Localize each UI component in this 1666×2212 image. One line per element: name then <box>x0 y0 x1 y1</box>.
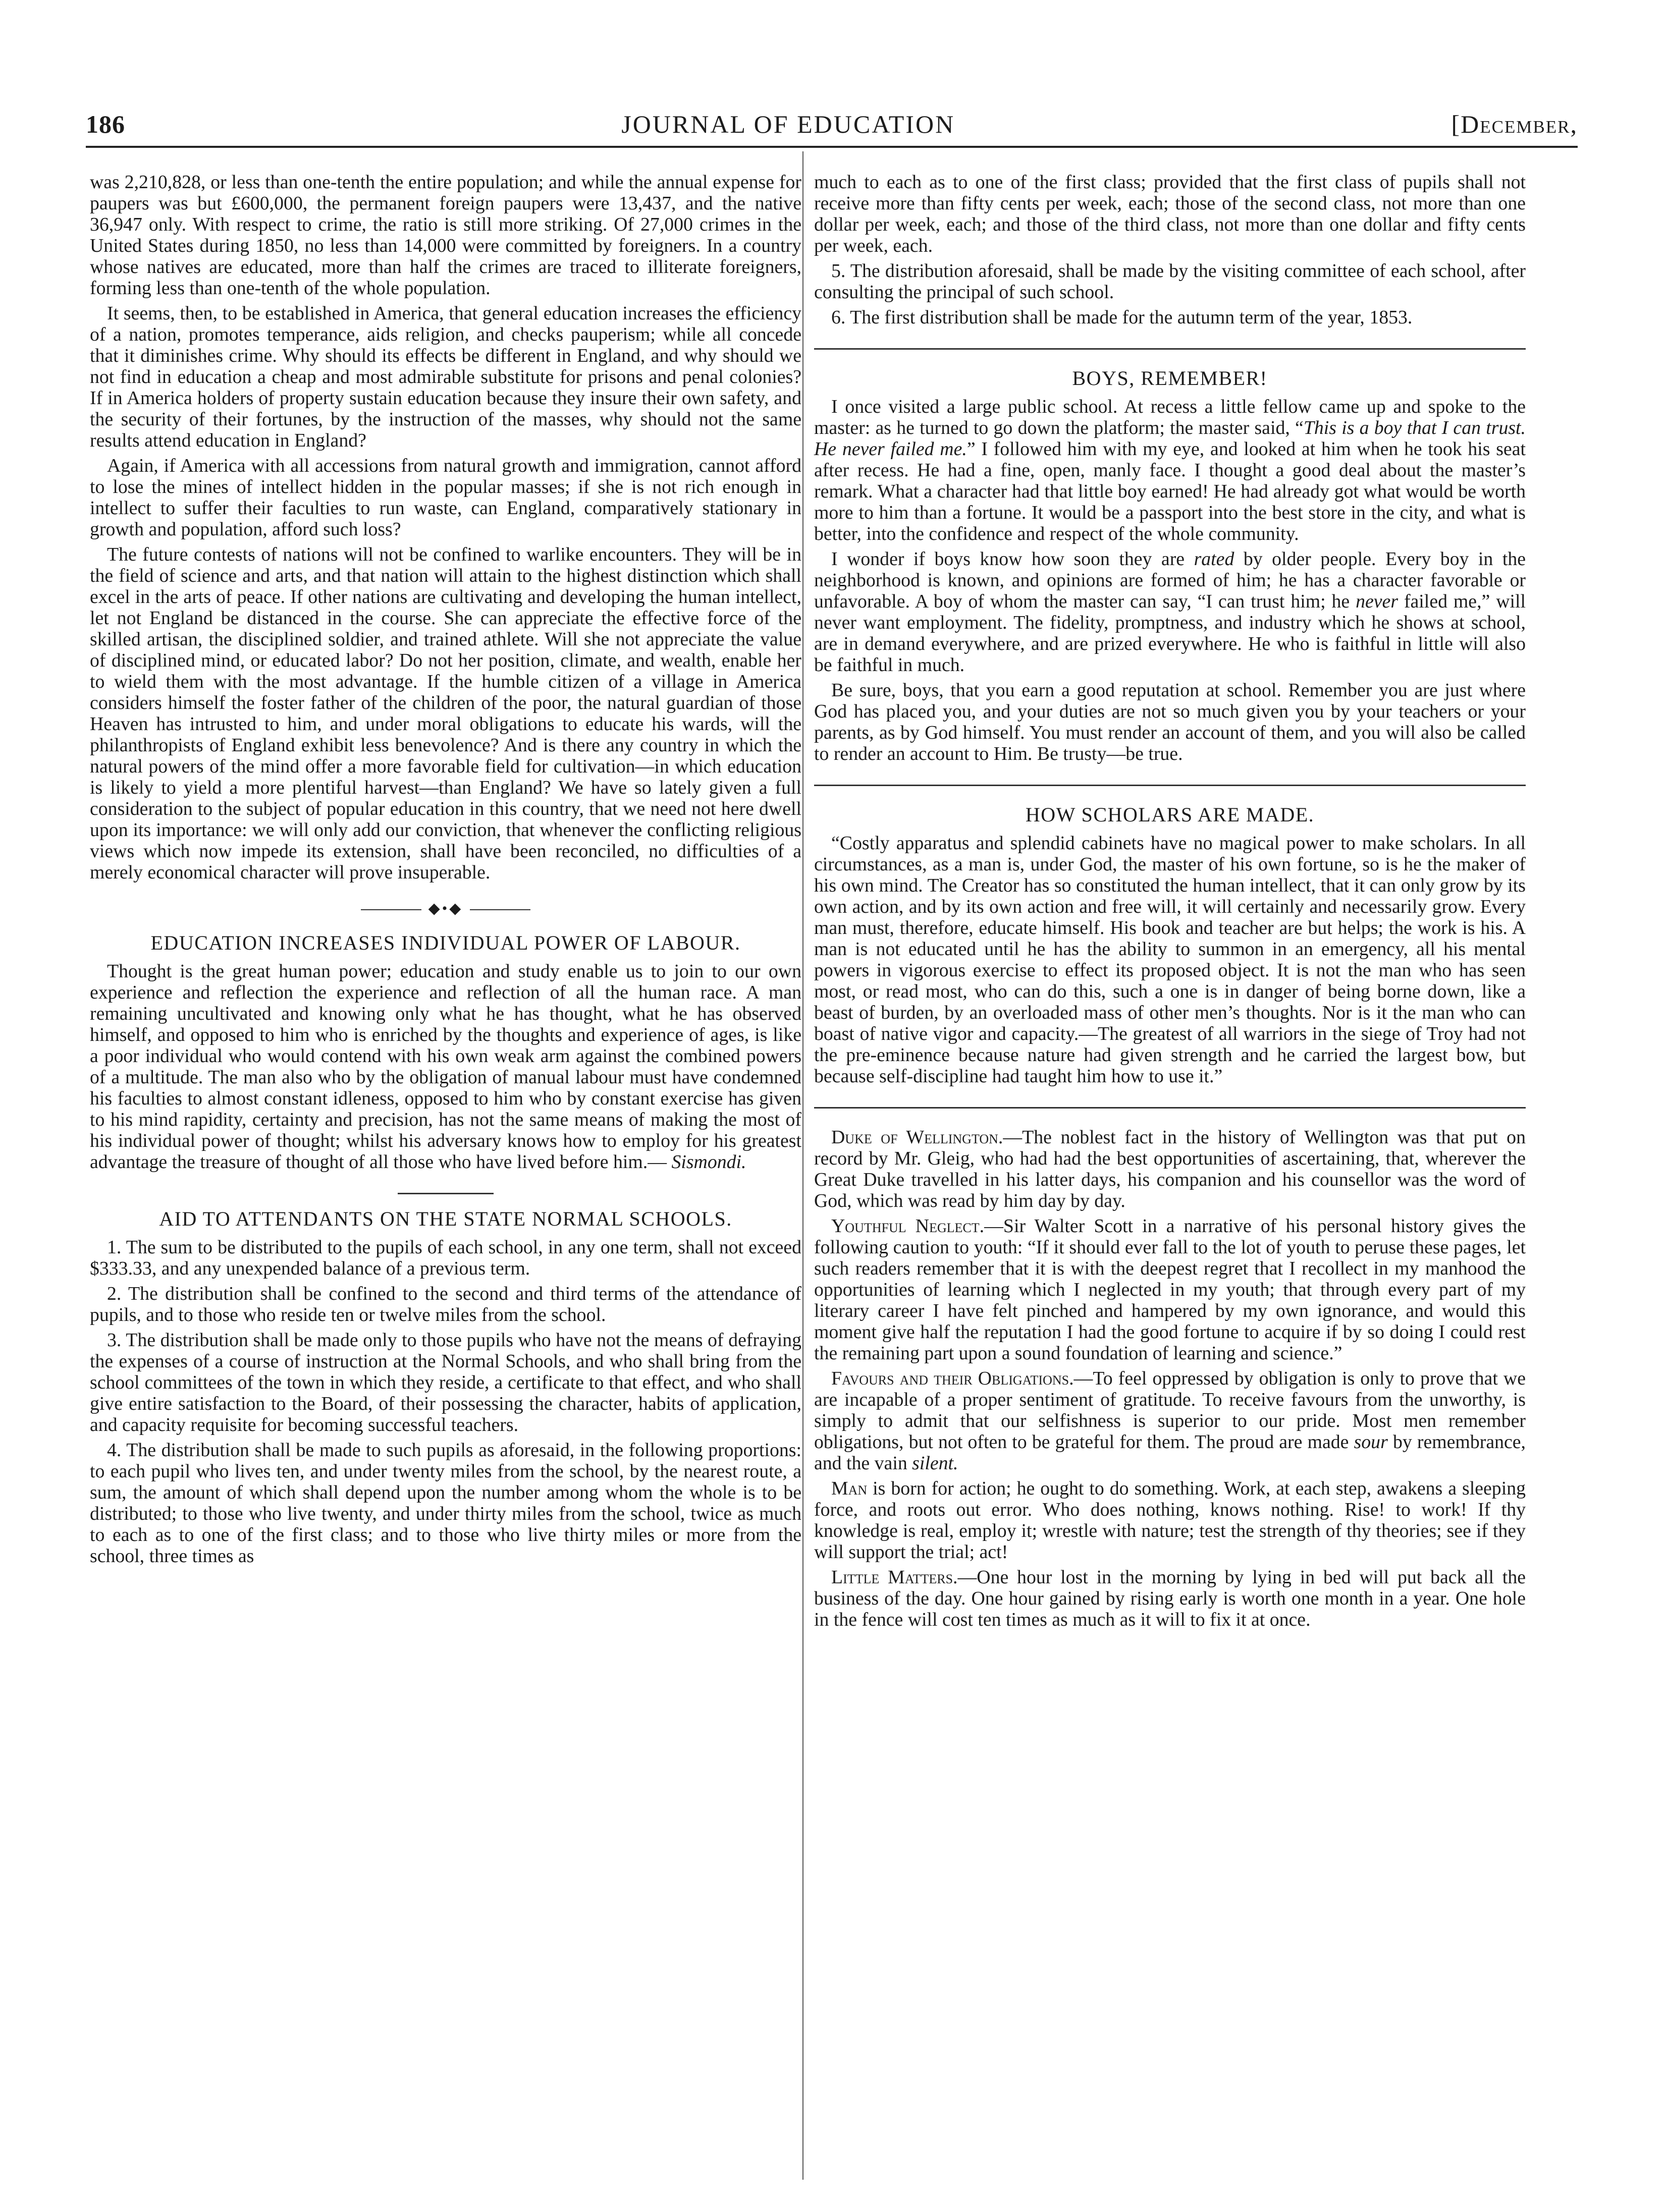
master-quote: This is a boy that I can trust. He never failed me. <box>814 417 1526 460</box>
emphasis: silent. <box>912 1453 958 1474</box>
text-run: —The noblest fact in the history of Wellington was that put on record by Mr. Gleig, who had had the best opportunities of ascertaining, that, wherever the Great Duke travelled in his latter days, his companion and his counsellor was the word of God, which was read by him day by day. <box>814 1127 1526 1211</box>
paragraph <box>814 1478 1526 1563</box>
page-number: 186 <box>86 110 125 138</box>
emphasis: rated <box>1194 548 1234 570</box>
paragraph <box>814 548 1526 676</box>
run-in-heading: Little Matters. <box>831 1567 958 1588</box>
text-run: by remembrance, and the vain <box>814 1431 1526 1474</box>
text-run: I once visited a large public school. At recess a little fellow came up and spoke to the master: as he turned to go down the platform; the master said, “ <box>814 396 1526 438</box>
emphasis: never <box>1356 591 1399 612</box>
right-column <box>814 172 1526 1634</box>
paragraph: Again, if America with all accessions from natural growth and immigration, cannot afford to lose the mines of intellect hidden in the popular masses; if she is not rich enough in intellect to suffer their faculties to run waste, can England, comparatively stationary in growth and population, afford such loss? <box>90 455 801 540</box>
text-run: —One hour lost in the morning by lying in bed will put back all the business of the day. One hour gained by rising early is worth one month in a year. One hole in the fence will cost ten times as much as it will to fix it at once. <box>814 1567 1526 1630</box>
section-rule <box>814 1107 1526 1109</box>
run-in-heading: Favours and their Obligations. <box>831 1368 1074 1389</box>
paragraph <box>814 1215 1526 1364</box>
paragraph <box>814 1368 1526 1474</box>
paragraph: “Costly apparatus and splendid cabinets have no magical power to make scholars. In all circumstances, as a man is, under God, the master of his own fortune, so is he the maker of his own mind. The Creator has so constituted the human intellect, that it can only grow by its own action, and by its own action and free will, it will certainly and necessarily grow. Every man must, therefore, educate himself. His book and teacher are but helps; the work is his. A man is not educated until he has the ability to summon in an emergency, all his mental powers in vigorous exercise to effect its proposed object. It is not the man who has seen most, or read most, who can do this, such a one is in danger of being borne down, like a beast of burden, by an overloaded mass of other men’s thoughts. Nor is it the man who can boast of native vigor and capacity.—The greatest of all warriors in the siege of Troy had not the pre-eminence because nature had given strength and he carried the largest bow, but because self-discipline had taught him how to use it.” <box>814 833 1526 1087</box>
run-in-heading: Man <box>831 1478 868 1499</box>
text-run: I wonder if boys know how soon they are <box>831 548 1194 570</box>
paragraph <box>814 1567 1526 1630</box>
paragraph <box>814 396 1526 544</box>
text-run: is born for action; he ought to do something. Work, at each step, awakens a sleeping force, and roots out error. Who does nothing, knows nothing. Rise! to work! If thy knowledge is real, employ it; wrestle with nature; test the strength of thy theories; see if they will support the trial; act! <box>814 1478 1526 1563</box>
ornament-divider: ◆•◆ <box>90 898 801 919</box>
column-divider <box>802 151 803 2180</box>
section-heading-labour: EDUCATION INCREASES INDIVIDUAL POWER OF LABOUR. <box>150 931 741 954</box>
emphasis: sour <box>1354 1431 1388 1453</box>
paragraph: It seems, then, to be established in America, that general education increases the efficiency of a nation, promotes temperance, aids religion, and checks pauperism; while all concede that it diminishes crime. Why should its effects be different in England, and why should we not find in education a cheap and most admirable substitute for prisons and penal colonies? If in America holders of property sustain education because they insure their own safety, and the security of their fortunes, by the instruction of the masses, why should not the same results attend education in England? <box>90 303 801 451</box>
text-run: failed me,” will never want employment. The fidelity, promptness, and industry which he shows at school, are in demand everywhere, and are prized everywhere. He who is faithful in little will also be faithful in much. <box>814 591 1526 676</box>
section-heading-aid: AID TO ATTENDANTS ON THE STATE NORMAL SCHOOLS. <box>159 1207 732 1230</box>
list-item: 4. The distribution shall be made to such pupils as aforesaid, in the following proportions: to each pupil who lives ten, and under twenty miles from the school, by the nearest route, a sum, the amount of which shall depend upon the number among whom the whole is to be distributed; to those who live twenty, and under thirty miles from the school, twice as much to each as to one of the first class; and to those who live thirty miles or more from the school, three times as <box>90 1440 801 1567</box>
list-item: 1. The sum to be distributed to the pupils of each school, in any one term, shall not exceed $333.33, and any unexpended balance of a previous term. <box>90 1237 801 1279</box>
short-rule <box>398 1193 494 1194</box>
text-run: by older people. Every boy in the neighborhood is known, and opinions are formed of him; he has a character favorable or unfavorable. A boy of whom the master can say, “I can trust him; he <box>814 548 1526 612</box>
journal-title: JOURNAL OF EDUCATION <box>621 110 955 138</box>
text-run: —To feel oppressed by obligation is only to prove that we are incapable of a proper sentiment of gratitude. To receive favours from the unworthy, is simply to admit that our selfishness is superior to our pride. Most men remember obligations, but not often to be grateful for them. The proud are made <box>814 1368 1526 1453</box>
list-item: 6. The first distribution shall be made for the autumn term of the year, 1853. <box>831 307 1413 328</box>
paragraph <box>814 1127 1526 1211</box>
header-month: [December, <box>1451 110 1578 138</box>
list-item: 3. The distribution shall be made only to those pupils who have not the means of defraying the expenses of a course of instruction at the Normal Schools, and who shall bring from the school committees of the town in which they reside, a certificate to that effect, and who shall give entire satisfaction to the Board, of their possessing the character, habits of application, and capacity requisite for becoming successful teachers. <box>90 1330 801 1435</box>
run-in-heading: Youthful Neglect. <box>831 1215 985 1237</box>
run-in-heading: Duke of Wellington. <box>831 1127 1003 1148</box>
section-rule <box>814 785 1526 786</box>
section-heading-boys: BOYS, REMEMBER! <box>1072 367 1268 390</box>
list-item: 5. The distribution aforesaid, shall be made by the visiting committee of each school, after consulting the principal of such school. <box>814 260 1526 303</box>
list-item: 2. The distribution shall be confined to the second and third terms of the attendance of pupils, and to those who reside ten or twelve miles from the school. <box>90 1283 801 1325</box>
section-rule <box>814 348 1526 350</box>
text-run: ” I followed him with my eye, and looked at him when he took his seat after recess. He had a fine, open, manly face. I thought a good deal about the master’s remark. What a character had that little boy earned! He had already got what would be worth more to him than a fortune. It would be a passport into the best store in the city, and what is better, into the confidence and respect of the whole community. <box>814 438 1526 544</box>
left-column <box>90 172 801 1571</box>
section-heading-scholars: HOW SCHOLARS ARE MADE. <box>1025 803 1315 826</box>
labour-text: Thought is the great human power; education and study enable us to join to our own experience and reflection the experience and reflection of all the human race. A man remaining uncultivated and knowing only what he has thought, what he has observed himself, and opposed to him who is enriched by the thoughts and experience of ages, is like a poor individual who would contend with his own weak arm against the combined powers of a multitude. The man also who by the obligation of manual labour must have condemned his faculties to almost constant idleness, opposed to him who by constant exercise has given to his mind rapidity, certainty and precision, has not the same means of making the most of his individual power of thought; whilst his adversary knows how to employ for his greatest advantage the treasure of thought of all those who have lived before him.— <box>90 961 801 1173</box>
text-run: —Sir Walter Scott in a narrative of his personal history gives the following caution to youth: “If it should ever fall to the lot of youth to peruse these pages, let such readers remember that it is with the deepest regret that I recollect in my manhood the opportunities of learning which I neglected in my youth; that through every part of my literary career I have felt pinched and hampered by my own ignorance, and would this moment give half the reputation I had the good fortune to acquire if by so doing I could rest the remaining part upon a sound foundation of learning and science.” <box>814 1215 1526 1364</box>
paragraph: Be sure, boys, that you earn a good reputation at school. Remember you are just where God has placed you, and your duties are not so much given you by your teachers or your parents, as by God himself. You must render an account of them, and you will also be called to render an account to Him. Be trusty—be true. <box>814 680 1526 764</box>
labour-signature: Sismondi. <box>671 1151 746 1173</box>
page-header <box>86 98 1578 148</box>
paragraph: The future contests of nations will not be confined to warlike encounters. They will be in the field of science and arts, and that nation will attain to the highest distinction which shall excel in the arts of peace. If other nations are cultivating and developing the human intellect, let not England be distanced in the course. She can appreciate the effective force of the skilled artisan, the disciplined soldier, and trained athlete. Will she not appreciate the value of disciplined mind, or educated labor? Do not her position, climate, and wealth, enable her to wield them with the most advantage. If the humble citizen of a village in America considers himself the foster father of the children of the poor, the natural guardian of those Heaven has intrusted to him, and under moral obligations to educate his wards, will the philanthropists of England exhibit less benevolence? And is there any country in which the natural powers of the mind offer a more favorable field for cultivation—in which education is likely to yield a more plentiful harvest—than England? We have so lately given a full consideration to the subject of popular education in this country, that we need not here dwell upon its importance: we will only add our conviction, that whenever the conflicting religious views which now impede its extension, shall have been reconciled, no difficulties of a merely economical character will prove insuperable. <box>90 544 801 883</box>
paragraph <box>90 961 801 1173</box>
paragraph: much to each as to one of the first class; provided that the first class of pupils shall not receive more than fifty cents per week, each; those of the second class, not more than one dollar per week, each; and those of the third class, not more than one dollar and fifty cents per week, each. <box>814 172 1526 256</box>
paragraph: was 2,210,828, or less than one-tenth the entire population; and while the annual expense for paupers was but £600,000, the permanent foreign paupers were 13,437, and the native 36,947 only. With respect to crime, the ratio is still more striking. Of 27,000 crimes in the United States during 1850, no less than 14,000 were committed by foreigners. In a country whose natives are educated, more than half the crimes are traced to illiterate foreigners, forming less than one-tenth of the whole population. <box>90 172 801 299</box>
